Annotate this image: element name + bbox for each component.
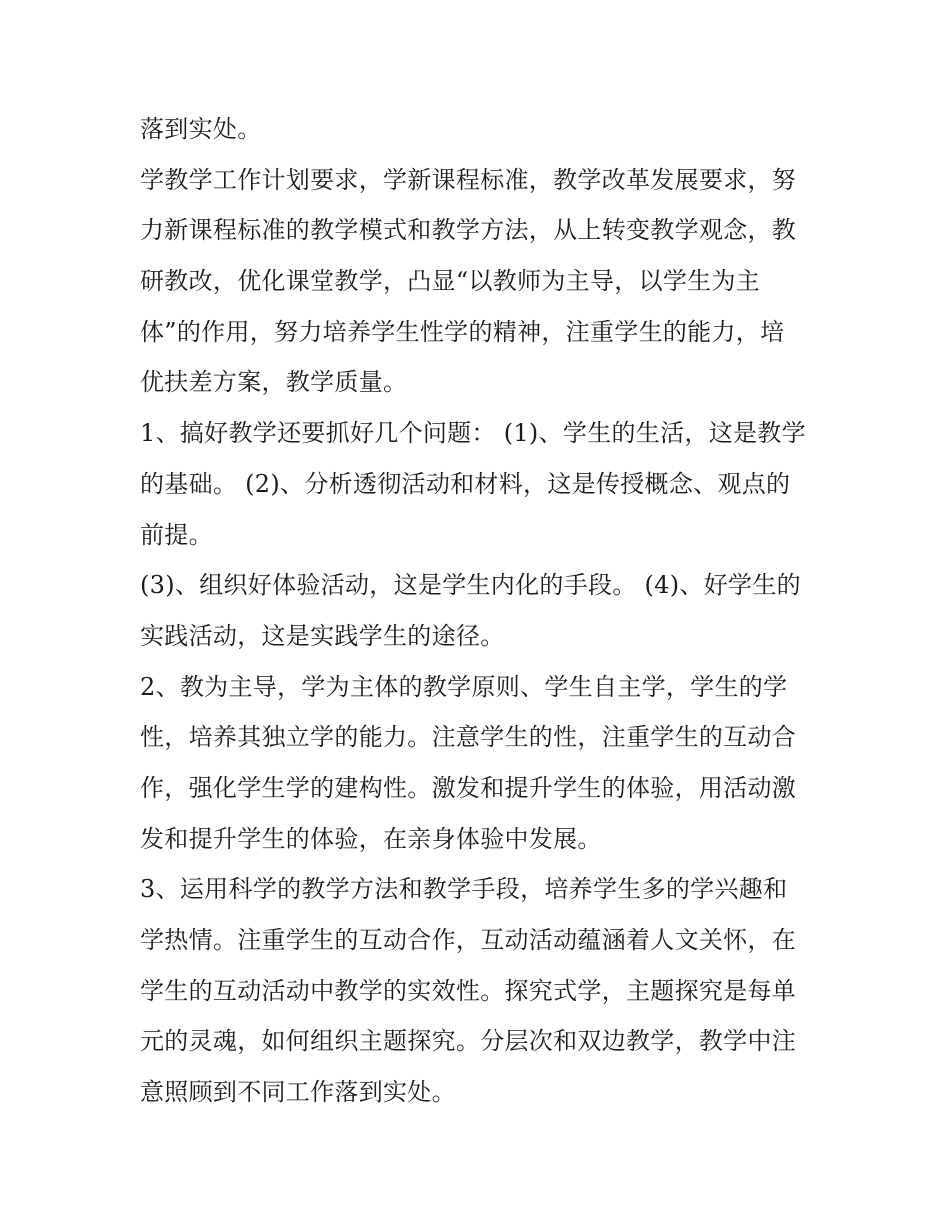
text-line: 性，培养其独立学的能力。注意学生的性，注重学生的互动合 bbox=[140, 723, 797, 752]
text-line: 研教改，优化课堂教学，凸显“以教师为主导，以学生为主 bbox=[140, 267, 761, 296]
text-line: 3、运用科学的教学方法和教学手段，培养学生多的学兴趣和 bbox=[140, 875, 788, 904]
text-line: 发和提升学生的体验，在亲身体验中发展。 bbox=[140, 824, 602, 853]
text-line: 学热情。注重学生的互动合作，互动活动蕴涵着人文关怀，在 bbox=[140, 926, 797, 954]
document-body bbox=[140, 104, 820, 1118]
text-line: 的基础。 (2)、分析透彻活动和材料，这是传授概念、观点的 bbox=[140, 469, 791, 498]
text-line: 优扶差方案，教学质量。 bbox=[140, 368, 408, 397]
text-line: 元的灵魂，如何组织主题探究。分层次和双边教学，教学中注 bbox=[140, 1027, 797, 1056]
text-line: 力新课程标准的教学模式和教学方法，从上转变教学观念，教 bbox=[140, 216, 797, 245]
text-line: (3)、组织好体验活动，这是学生内化的手段。 (4)、好学生的 bbox=[140, 571, 801, 600]
text-line: 1、搞好教学还要抓好几个问题： (1)、学生的生活，这是教学 bbox=[140, 419, 806, 448]
text-line: 学生的互动活动中教学的实效性。探究式学，主题探究是每单 bbox=[140, 976, 797, 1005]
text-line: 前提。 bbox=[140, 520, 213, 549]
text-line: 学教学工作计划要求，学新课程标准，教学改革发展要求，努 bbox=[140, 165, 797, 194]
text-line: 实践活动，这是实践学生的途径。 bbox=[140, 621, 505, 650]
text-line: 落到实处。 bbox=[140, 115, 262, 143]
text-line: 意照顾到不同工作落到实处。 bbox=[140, 1078, 456, 1107]
text-line: 2、教为主导，学为主体的教学原则、学生自主学，学生的学 bbox=[140, 672, 788, 701]
text-line: 作，强化学生学的建构性。激发和提升学生的体验，用活动激 bbox=[140, 773, 797, 802]
text-line: 体”的作用，努力培养学生性学的精神，注重学生的能力，培 bbox=[140, 317, 785, 346]
